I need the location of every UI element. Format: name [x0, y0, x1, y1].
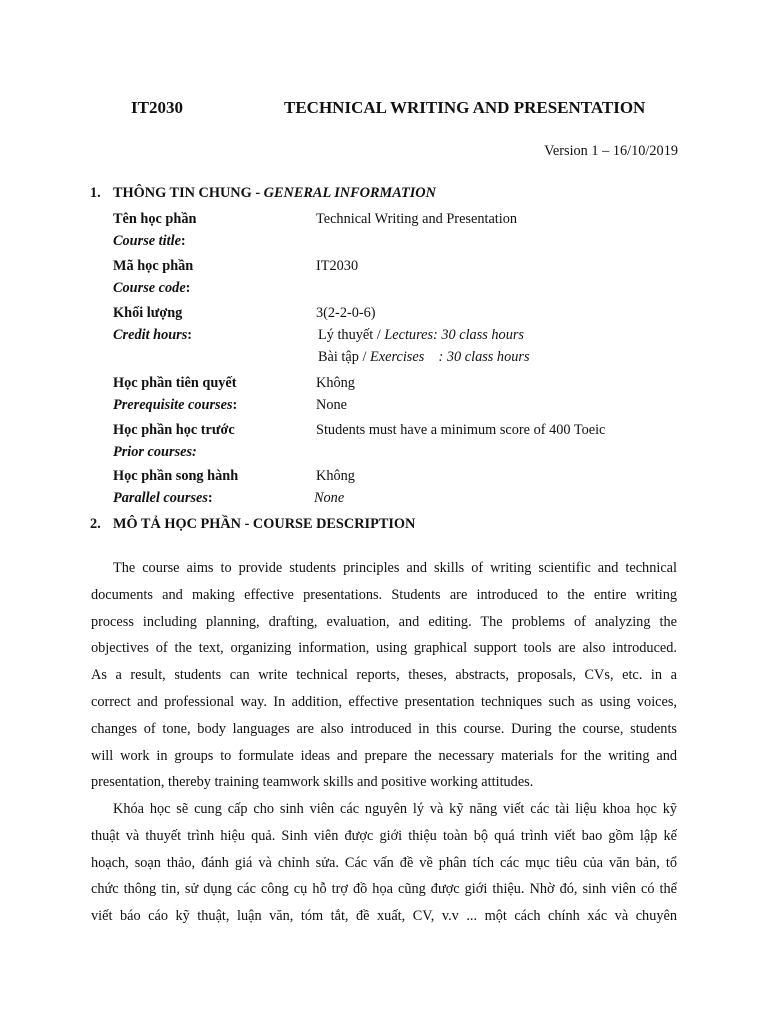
parallel-label-vi: Học phần song hành — [113, 468, 239, 484]
section-1-title-vi: THÔNG TIN CHUNG - — [113, 185, 264, 201]
course-code-colon: : — [185, 280, 191, 296]
prerequisite-label-en: Prerequisite courses — [113, 397, 233, 413]
parallel-colon: : — [207, 490, 213, 506]
paragraph-line: viết báo cáo kỹ thuật, luận văn, tóm tắt, đề xuất, CV, v.v ... một cách chính xác và chuyên — [91, 908, 677, 925]
credits-label-en-wrap — [113, 327, 192, 344]
prerequisite-colon: : — [232, 397, 238, 413]
prerequisite-label-vi: Học phần tiên quyết — [113, 375, 237, 391]
course-code-label-en: Course code — [113, 280, 186, 296]
course-code-value: IT2030 — [316, 258, 359, 274]
version-label: Version 1 – 16/10/2019 — [544, 143, 678, 159]
paragraph-line: correct and professional way. In addition, effective presentation techniques such as using voices, — [91, 693, 677, 710]
credits-exercises-en: Exercises : 30 class hours — [370, 349, 530, 365]
credits-lectures-vi: Lý thuyết / — [318, 327, 385, 343]
prior-value: Students must have a minimum score of 400 Toeic — [316, 422, 606, 438]
paragraph-line: objectives of the text, organizing information, using graphical support tools are also introduced. — [91, 640, 677, 657]
parallel-value-vi: Không — [316, 468, 355, 484]
credits-lectures-en: Lectures: 30 class hours — [384, 327, 524, 343]
course-title-heading: TECHNICAL WRITING AND PRESENTATION — [284, 98, 646, 117]
section-1-title-en: GENERAL INFORMATION — [263, 185, 436, 201]
prior-label-en: Prior courses: — [113, 444, 197, 460]
paragraph-line: As a result, students can write technical reports, theses, abstracts, proposals, CVs, etc. in a — [91, 667, 677, 684]
prerequisite-label-en-wrap — [113, 397, 237, 414]
credits-exercises — [318, 349, 530, 366]
prerequisite-value-en: None — [316, 397, 347, 413]
credits-exercises-vi: Bài tập / — [318, 349, 371, 365]
section-1-number: 1. — [90, 185, 101, 201]
section-2-number: 2. — [90, 516, 101, 532]
credits-label-vi: Khối lượng — [113, 305, 183, 321]
parallel-label-en: Parallel courses — [113, 490, 208, 506]
description-paragraph-vi — [91, 796, 677, 930]
paragraph-line: thuật và thuyết trình hiệu quả. Sinh viên được giới thiệu toàn bộ quá trình viết bao gồm lập kế — [91, 827, 677, 844]
paragraph-line: will work in groups to formulate ideas and prepare the necessary materials for the writing and — [91, 747, 677, 764]
paragraph-line: Khóa học sẽ cung cấp cho sinh viên các nguyên lý và kỹ năng viết các tài liệu khoa học kỹ — [113, 801, 677, 817]
description-paragraph-en — [91, 555, 677, 796]
section-1-heading — [113, 185, 436, 202]
course-name-value: Technical Writing and Presentation — [316, 211, 518, 227]
course-name-colon: : — [180, 233, 186, 249]
course-code-label-vi: Mã học phần — [113, 258, 194, 274]
prerequisite-value-vi: Không — [316, 375, 355, 391]
prior-label-vi: Học phần học trước — [113, 422, 235, 438]
credits-label-en: Credit hours — [113, 327, 188, 343]
paragraph-line: process including planning, drafting, evaluation, and editing. The problems of analyzing the — [91, 613, 677, 630]
credits-colon: : — [187, 327, 193, 343]
course-name-label-en-wrap — [113, 233, 186, 250]
course-name-label-en: Course title — [113, 233, 181, 249]
course-code-label-en-wrap — [113, 280, 190, 297]
credits-value: 3(2-2-0-6) — [316, 305, 376, 321]
parallel-label-en-wrap — [113, 490, 213, 507]
credits-lectures — [318, 327, 524, 344]
paragraph-line: The course aims to provide students principles and skills of writing scientific and technical — [113, 560, 677, 576]
paragraph-line: changes of tone, body languages are also introduced in this course. During the course, students — [91, 720, 677, 737]
paragraph-line: hoạch, soạn thảo, đánh giá và chỉnh sửa. Các vấn đề về phân tích các mục tiêu của văn bản, tổ — [91, 854, 677, 871]
paragraph-line: documents and making effective presentations. Students are introduced to the entire writing — [91, 586, 677, 603]
paragraph-line: chức thông tin, sử dụng các công cụ hỗ trợ đồ họa cũng được giới thiệu. Nhờ đó, sinh viên có thể — [91, 881, 677, 898]
course-name-label-vi: Tên học phần — [113, 211, 197, 227]
section-2-title: MÔ TẢ HỌC PHẦN - COURSE DESCRIPTION — [113, 516, 416, 532]
paragraph-line: presentation, thereby training teamwork skills and positive working attitudes. — [91, 774, 534, 791]
parallel-value-en: None — [314, 490, 345, 506]
course-code-heading: IT2030 — [131, 98, 183, 117]
